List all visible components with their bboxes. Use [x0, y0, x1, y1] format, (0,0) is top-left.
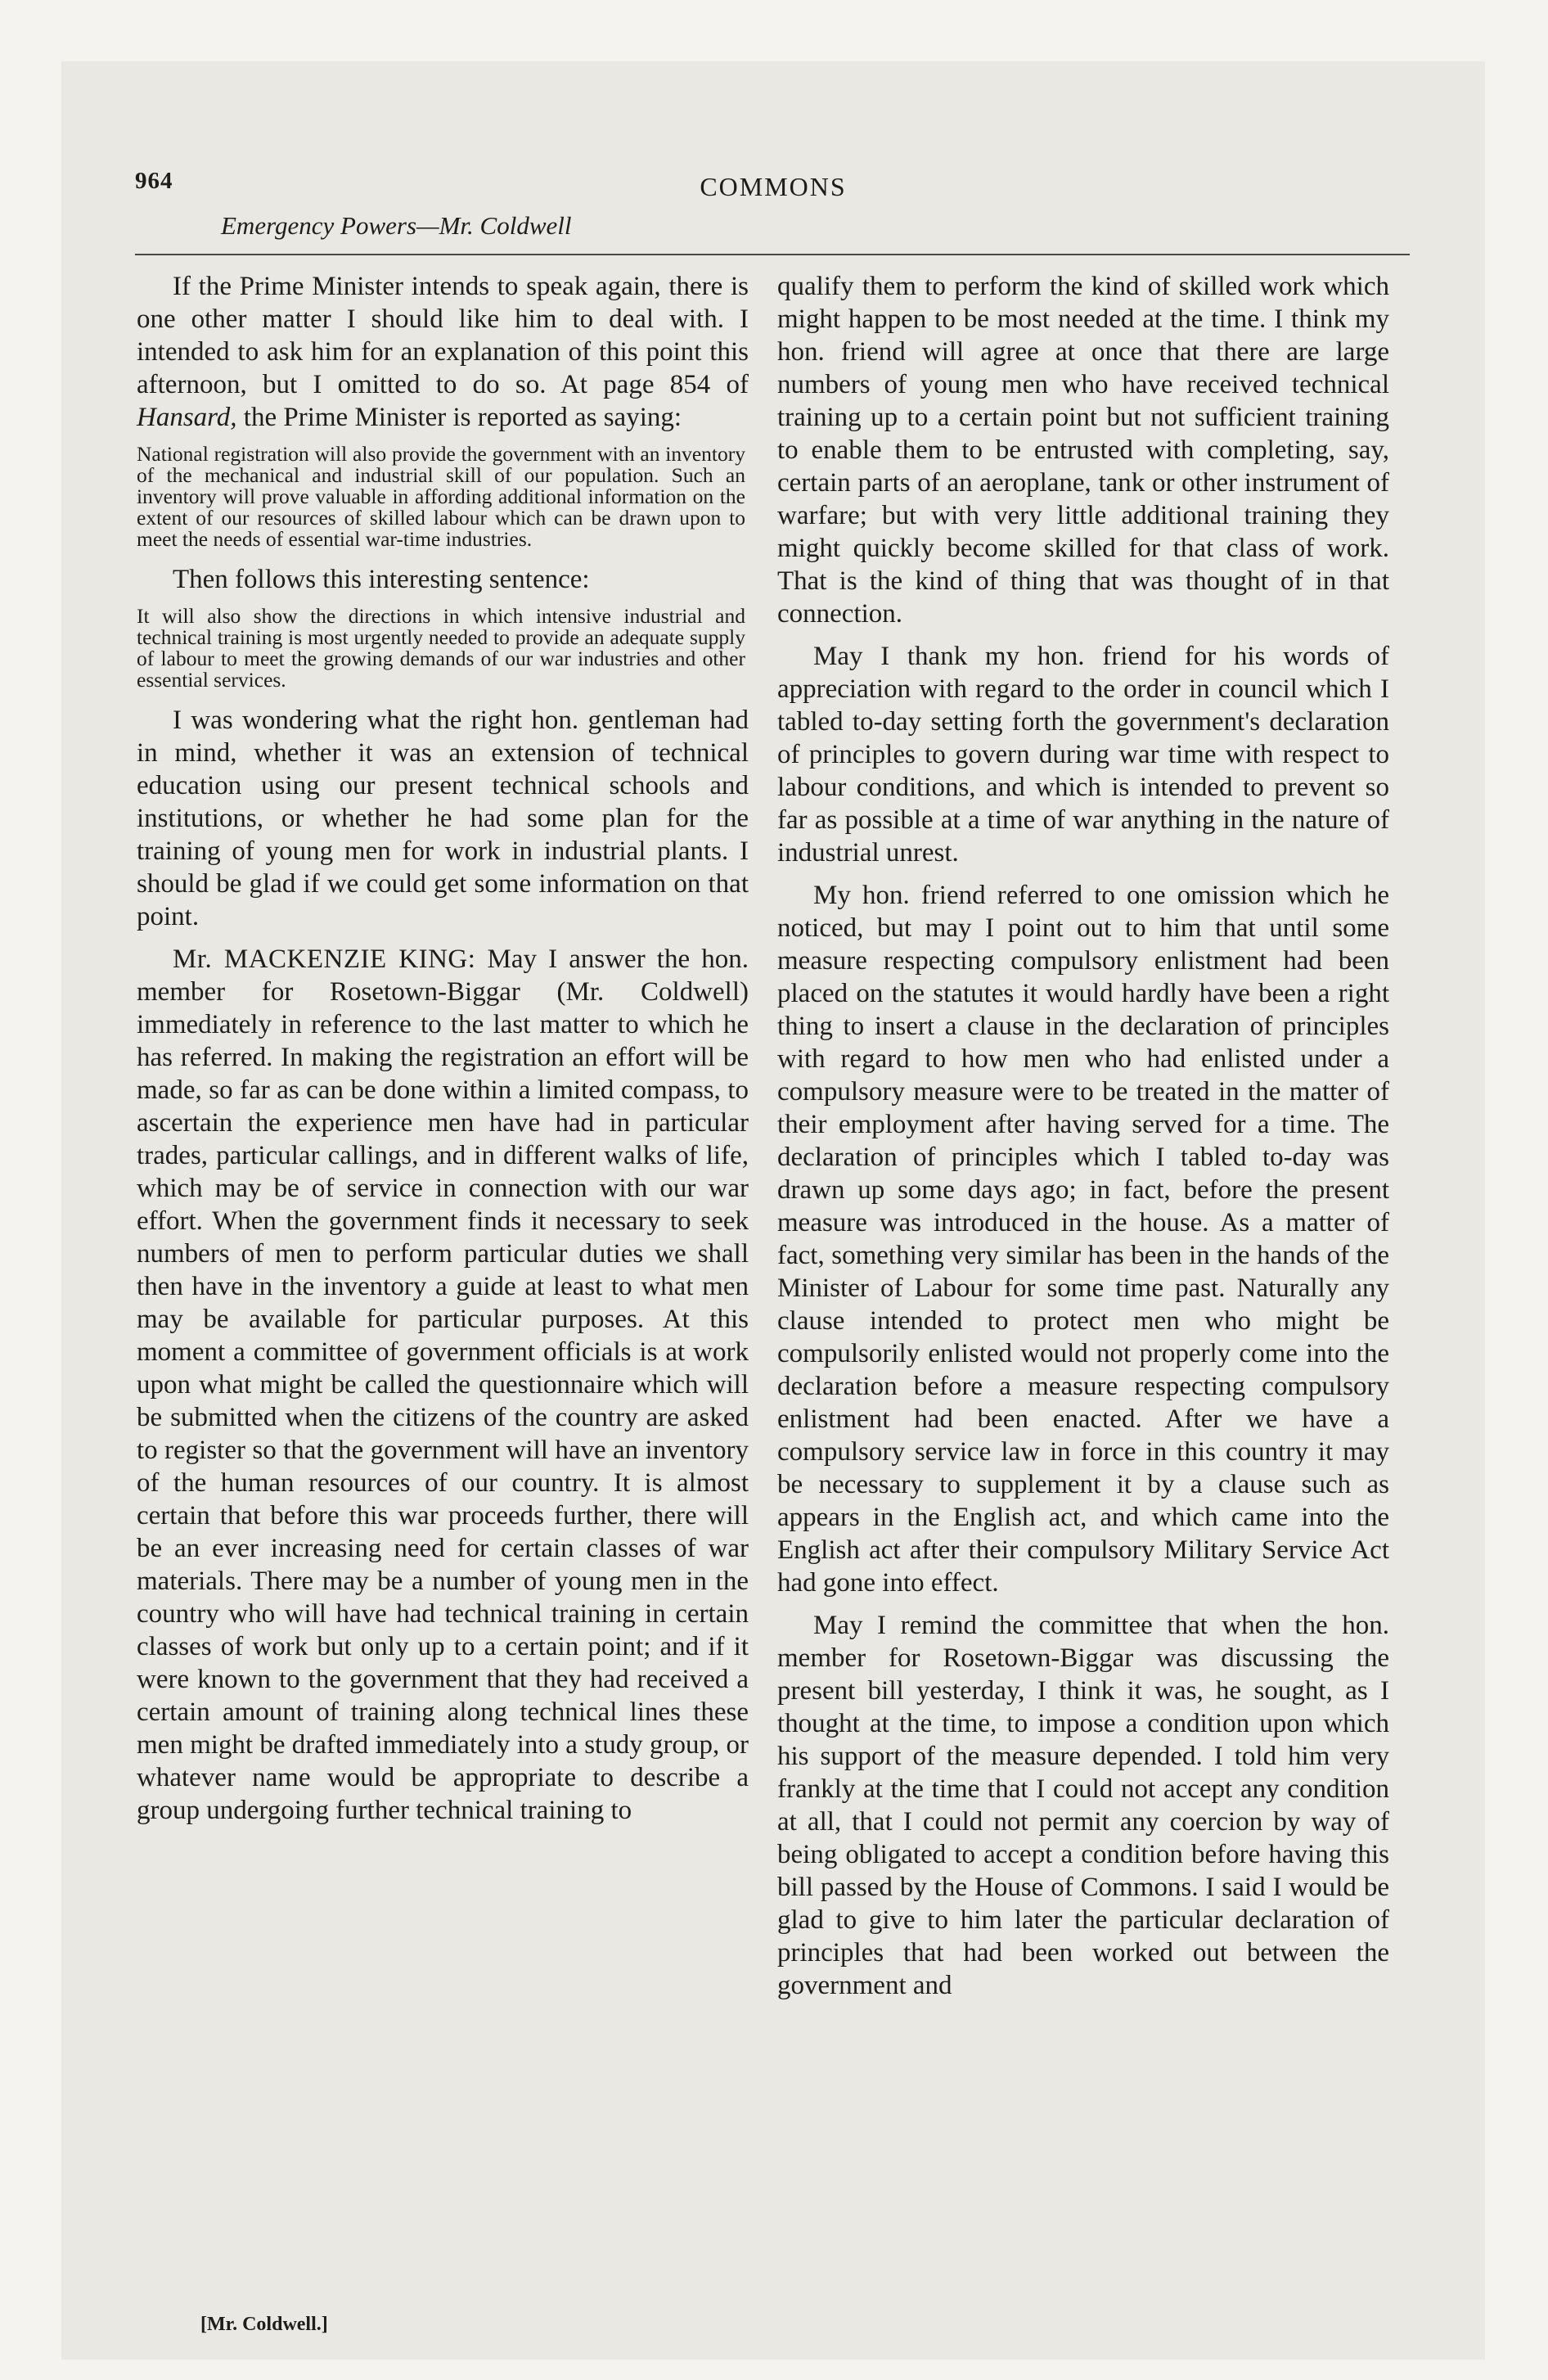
left-paragraph-3: I was wondering what the right hon. gentleman had in mind, whether it was an extension of technical education using our present technical schools and institutions, or whether he had some plan for the training of young men for work in industrial plants. I should be glad if we could get some information on that point.: [137, 705, 749, 931]
hansard-reference: Hansard,: [137, 403, 237, 432]
header-rule: [135, 254, 1410, 255]
right-paragraph-3: My hon. friend referred to one omission which he noticed, but may I point out to him that until some measure respecting compulsory enlistment had been placed on the statutes it would hardly have been a right thing to insert a clause in the declaration of principles with regard to how men who had enlisted under a compulsory measure were to be treated in the matter of their employment after having served for a time. The declaration of principles which I tabled to-day was drawn up some days ago; in fact, before the present measure was introduced in the house. As a matter of fact, something very similar has been in the hands of the Minister of Labour for some time past. Naturally any clause intended to protect men who might be compulsorily enlisted would not properly come into the declaration before a measure respecting compulsory enlistment had been enacted. After we have a compulsory service law in force in this country it may be necessary to supplement it by a clause such as appears in the English act, and which came into the English act after their compulsory Military Service Act had gone into effect.: [777, 881, 1389, 1598]
right-paragraph-4: May I remind the committee that when the hon. member for Rosetown-Biggar was discussing the present bill yesterday, I think it was, he sought, as I thought at the time, to impose a condition upon which his support of the measure depended. I told him very frankly at the time that I could not accept any condition at all, that I could not permit any coercion by way of being obligated to accept a condition before having this bill passed by the House of Commons. I said I would be glad to give to him later the particular declaration of principles that had been worked out between the government and: [777, 1611, 1389, 2000]
right-paragraph-1: qualify them to perform the kind of skilled work which might happen to be most needed at the time. I think my hon. friend will agree at once that there are large numbers of young men who have received technical training up to a certain point but not sufficient training to enable them to be entrusted with completing, say, certain parts of an aeroplane, tank or other instrument of warfare; but with very little additional training they might quickly become skilled for that class of work. That is the kind of thing that was thought of in that connection.: [777, 272, 1389, 629]
quotation-1-text: National registration will also provide the government with an inventory of the mechanical and industrial skill of our population. Such an inventory will prove valuable in affording additional information on the extent of our resources of skilled labour which can be drawn upon to meet the needs of essential war-time industries.: [137, 442, 745, 551]
left-paragraph-1-end: the Prime Minister is reported as saying:: [243, 403, 682, 432]
right-paragraph-2: May I thank my hon. friend for his words of appreciation with regard to the order in council which I tabled to-day setting forth the government's declaration of principles to govern during war time with respect to labour conditions, and which is intended to prevent so far as possible at a time of war anything in the nature of industrial unrest.: [777, 642, 1389, 868]
left-paragraph-4: [137, 943, 749, 1827]
quotation-1: [137, 444, 749, 550]
left-column: [137, 270, 749, 1837]
house-heading: COMMONS: [700, 172, 847, 201]
quotation-2: [137, 606, 749, 691]
left-paragraph-2: Then follows this interesting sentence:: [173, 565, 590, 594]
page-sheet: [61, 61, 1485, 2360]
right-column: [777, 270, 1389, 2012]
left-paragraph-1: [137, 270, 749, 434]
speaker-attribution: [Mr. Coldwell.]: [200, 2314, 328, 2335]
page-number: 964: [135, 168, 173, 194]
running-subject: Emergency Powers—Mr. Coldwell: [221, 211, 572, 240]
left-paragraph-1-text: If the Prime Minister intends to speak again, there is one other matter I should like him to deal with. I intended to ask him for an explanation of this point this afternoon, but I omitted to do so. At page 854 of: [137, 272, 749, 399]
speaker-name: Mr. MACKENZIE KING:: [173, 944, 476, 974]
left-paragraph-4-text: May I answer the hon. member for Rosetown-Biggar (Mr. Coldwell) immediately in reference to the last matter to which he has referred. In making the registration an effort will be made, so far as can be done within a limited compass, to ascertain the experience men have had in particular trades, particular callings, and in different walks of life, which may be of service in connection with our war effort. When the government finds it necessary to seek numbers of men to perform particular duties we shall then have in the inventory a guide at least to what men may be available for particular purposes. At this moment a committee of government officials is at work upon what might be called the questionnaire which will be submitted when the citizens of the country are asked to register so that the government will have an inventory of the human resources of our country. It is almost certain that before this war proceeds further, there will be an ever increasing need for certain classes of war materials. There may be a number of young men in the country who will have had technical training in certain classes of work but only up to a certain point; and if it were known to the government that they had received a certain amount of training along technical lines these men might be drafted immediately into a study group, or whatever name would be appropriate to describe a group undergoing further technical training to: [137, 944, 749, 1825]
quotation-2-text: It will also show the directions in which intensive industrial and technical training is most urgently needed to provide an adequate supply of labour to meet the growing demands of our war industries and other essential services.: [137, 604, 745, 692]
